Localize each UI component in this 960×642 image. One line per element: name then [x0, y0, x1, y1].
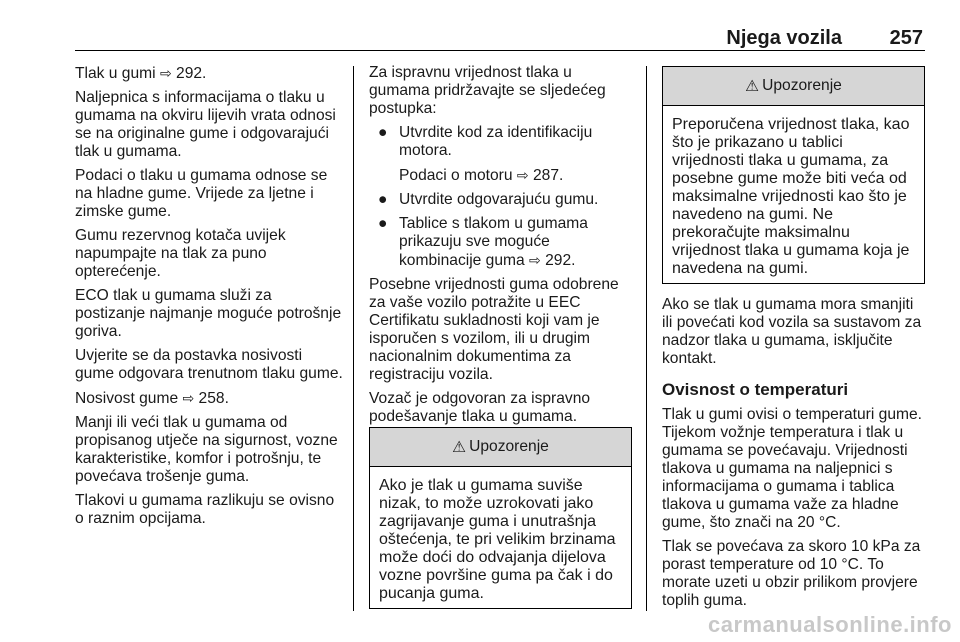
bullet-icon: ● [378, 215, 388, 232]
procedure-list [369, 124, 634, 160]
warning-title: Upozorenje [762, 77, 842, 94]
warning-header [663, 67, 924, 106]
reference-arrow-icon: ⇨ [529, 252, 541, 268]
section-title: Njega vozila [726, 27, 842, 49]
paragraph: Tlak u gumi ⇨ 292. [75, 65, 207, 82]
warning-title: Upozorenje [469, 438, 549, 455]
paragraph: Za ispravnu vrijednost tlaka u gumama pridržavajte se sljedećeg postupka: [369, 64, 606, 117]
list-item: ● Tablice s tlakom u gumama prikazuju sve moguće kombinacije guma ⇨ 292. [378, 215, 588, 269]
procedure-list [369, 191, 634, 270]
sub-paragraph: Podaci o motoru ⇨ 287. [399, 167, 564, 184]
paragraph: ECO tlak u gumama služi za postizanje najmanje moguće potrošnje goriva. [75, 287, 342, 340]
section-heading: Ovisnost o temperaturi [662, 380, 849, 399]
list-item: ● Utvrdite odgovarajuću gumu. [378, 191, 599, 208]
page-reference[interactable]: 292. [176, 65, 207, 82]
paragraph: Uvjerite se da postavka nosivosti gume odgovara trenutnom tlaku gume. [75, 347, 343, 382]
warning-body [370, 467, 631, 611]
bullet-icon: ● [378, 191, 388, 208]
page-reference[interactable]: 287. [532, 167, 564, 184]
paragraph: Posebne vrijednosti guma odobrene za vaše vozilo potražite u EEC Certifikatu sukladnosti koji vam je isporučen s vozilom, ili u drugim nacionalnim dokumentima za registraciju vozila. [369, 276, 619, 383]
paragraph: Ako se tlak u gumama mora smanjiti ili povećati kod vozila sa sustavom za nadzor tlaka u gumama, isključite kontakt. [662, 296, 922, 367]
column-1 [75, 64, 345, 534]
paragraph: Vozač je odgovoran za ispravno podešavanje tlaka u gumama. [369, 390, 591, 425]
warning-triangle-icon: ⚠ [452, 438, 467, 456]
paragraph: Tlakovi u gumama razlikuju se ovisno o raznim opcijama. [75, 492, 335, 527]
warning-box [662, 66, 925, 284]
paragraph: Tlak u gumi ovisi o temperaturi gume. Tijekom vožnje temperatura i tlak u gumama se povećavaju. Vrijednosti tlakova u gumama na naljepnici s informacijama o gumama i tablica tlakova u gumama važe za hladne gume, što znači na 20 °C. [662, 406, 922, 531]
paragraph: Manji ili veći tlak u gumama od propisanog utječe na sigurnost, vozne karakteristike, komfor i potrošnju, te povećava trošenje guma. [75, 414, 338, 485]
header-rule [75, 50, 925, 51]
warning-triangle-icon: ⚠ [745, 77, 760, 95]
column-divider-2 [646, 66, 647, 611]
reference-arrow-icon: ⇨ [159, 65, 172, 81]
page-reference[interactable]: 292. [545, 252, 576, 269]
warning-text: Preporučena vrijednost tlaka, kao što je prikazano u tablici vrijednosti tlaka u gumama, za posebne gume može biti veća od maksimalne vrijednosti kao što je navedeno na gumi. Ne prekoračujte maksimalnu vrijednost tlaka u gumama koja je navedena na gumi. [672, 116, 910, 277]
watermark: carmanualsonline.info [708, 612, 952, 637]
warning-header [370, 428, 631, 467]
column-2 [369, 64, 634, 432]
paragraph: Naljepnica s informacijama o tlaku u gumama na okviru lijevih vrata odnosi se na originalne gume i odgovarajući tlak u gumama. [75, 89, 336, 160]
paragraph: Gumu rezervnog kotača uvijek napumpajte na tlak za puno opterećenje. [75, 227, 286, 280]
reference-arrow-icon: ⇨ [182, 390, 195, 406]
warning-box [369, 427, 632, 609]
page-header [0, 0, 960, 56]
column-divider-1 [353, 66, 354, 611]
paragraph: Nosivost gume ⇨ 258. [75, 390, 229, 407]
warning-body [663, 106, 924, 286]
column-3 [662, 296, 927, 616]
page-number: 257 [889, 27, 923, 49]
bullet-icon: ● [378, 124, 388, 141]
reference-arrow-icon: ⇨ [516, 167, 529, 183]
page-reference[interactable]: 258. [198, 390, 229, 407]
list-item: ● Utvrdite kod za identifikaciju motora. [378, 124, 593, 159]
paragraph: Podaci o tlaku u gumama odnose se na hladne gume. Vrijede za ljetne i zimske gume. [75, 167, 328, 220]
warning-text: Ako je tlak u gumama suviše nizak, to može uzrokovati jako zagrijavanje guma i unutrašnja oštećenja, te pri velikim brzinama može doći do odvajanja dijelova vozne površine guma pa čak i do pucanja guma. [379, 477, 616, 602]
paragraph: Tlak se povećava za skoro 10 kPa za porast temperature od 10 °C. To morate uzeti u obzir prilikom provjere toplih guma. [662, 538, 921, 609]
